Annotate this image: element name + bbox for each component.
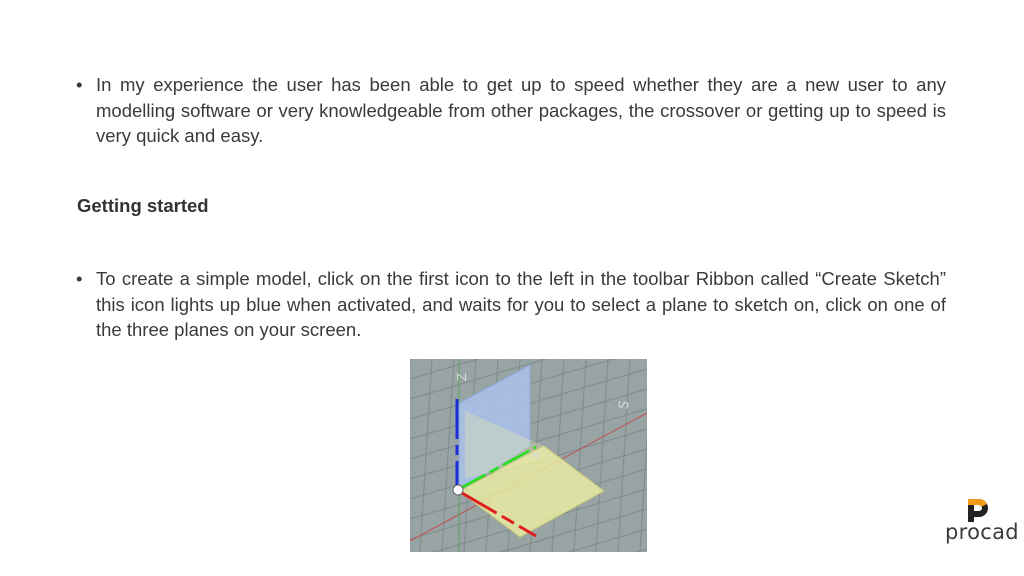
bullet-item (76, 72, 946, 149)
sketch-planes-illustration (410, 359, 647, 552)
sketch-planes-screenshot (410, 359, 647, 552)
section-heading: Getting started (77, 195, 209, 216)
axis-label: S (616, 399, 633, 411)
origin-point (453, 485, 463, 495)
axis-label: Z (455, 372, 469, 381)
bullet-marker: • (76, 268, 83, 289)
bullet-marker: • (76, 74, 83, 95)
axis-label: X (529, 450, 544, 461)
bullet-text: In my experience the user has been able to get up to speed whether they are a new user to any modelling software or very knowledgeable from other packages, the crossover or getting up to speed is very quick and easy. (96, 74, 946, 146)
procad-logo-icon (965, 496, 991, 522)
grid-line (410, 549, 647, 552)
procad-logo (940, 496, 1024, 548)
procad-wordmark: procad (945, 520, 1019, 544)
bullet-item (76, 266, 946, 343)
bullet-text: To create a simple model, click on the first icon to the left in the toolbar Ribbon called “Create Sketch” this icon lights up blue when activated, and waits for you to select a plane to sketch on, click on one of the three planes on your screen. (96, 268, 946, 340)
grid-line (640, 359, 647, 552)
